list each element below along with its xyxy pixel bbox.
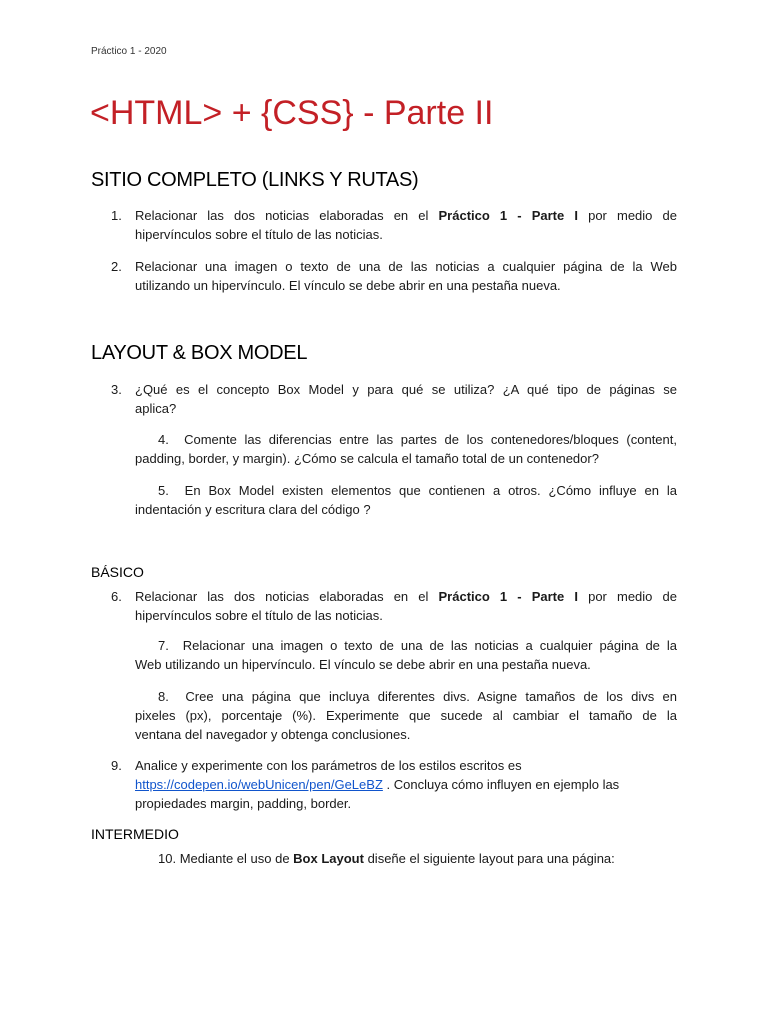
text-segment: En Box Model existen elementos que contienen a otros. ¿Cómo influye en la: [184, 483, 677, 498]
list-item-line: ¿Qué es el concepto Box Model y para qué se utiliza? ¿A qué tipo de páginas se: [135, 382, 677, 397]
section-heading-basico: BÁSICO: [91, 564, 144, 580]
list-item-number: 3.: [111, 382, 122, 397]
list-item-line: aplica?: [135, 401, 177, 416]
bold-reference: Práctico 1 - Parte I: [438, 208, 578, 223]
codepen-link[interactable]: https://codepen.io/webUnicen/pen/GeLeBZ: [135, 777, 383, 792]
text-segment: Relacionar las dos noticias elaboradas en el: [135, 208, 439, 223]
list-item-line: utilizando un hipervínculo. El vínculo se debe abrir en una pestaña nueva.: [135, 278, 561, 293]
list-item-6: [111, 587, 677, 625]
list-item-7: [135, 636, 677, 674]
text-segment: . Concluya cómo influyen en ejemplo las: [382, 777, 620, 792]
list-item-line: pixeles (px), porcentaje (%). Experimente que sucede al cambiar el tamaño de la: [135, 708, 677, 723]
text-segment: por medio de: [577, 589, 677, 604]
list-item-line: [135, 849, 677, 868]
list-item-10: [135, 849, 677, 868]
section-heading-sitio: SITIO COMPLETO (LINKS Y RUTAS): [91, 169, 419, 191]
list-item-number: 9.: [111, 758, 122, 773]
list-item-line: [135, 775, 677, 794]
list-item-4: [135, 430, 677, 468]
list-item-number: 4.: [158, 432, 169, 447]
header-note: Práctico 1 - 2020: [91, 46, 167, 57]
list-item-line: propiedades margin, padding, border.: [135, 796, 352, 811]
list-item-line: padding, border, y margin). ¿Cómo se calcula el tamaño total de un contenedor?: [135, 451, 599, 466]
list-item-number: 2.: [111, 259, 122, 274]
list-item-1: [111, 206, 677, 244]
list-item-5: [135, 481, 677, 519]
list-item-line: [135, 587, 677, 606]
text-segment: por medio de: [577, 208, 677, 223]
list-item-line: hipervínculos sobre el título de las noticias.: [135, 608, 383, 623]
list-item-line: indentación y escritura clara del código ?: [135, 502, 371, 517]
bold-reference: Box Layout: [293, 851, 364, 866]
list-item-number: 8.: [158, 689, 169, 704]
list-item-2: [111, 257, 677, 295]
list-item-number: 7.: [158, 638, 169, 653]
list-item-line: Analice y experimente con los parámetros de los estilos escritos es: [135, 758, 522, 773]
section-heading-layout: LAYOUT & BOX MODEL: [91, 342, 308, 364]
list-item-line: [135, 481, 677, 500]
text-segment: Comente las diferencias entre las partes de los contenedores/bloques (content,: [184, 432, 677, 447]
text-segment: diseñe el siguiente layout para una página:: [363, 851, 615, 866]
page-title: <HTML> + {CSS} - Parte II: [90, 94, 494, 132]
text-segment: Mediante el uso de: [179, 851, 294, 866]
list-item-9: [111, 756, 677, 813]
list-item-number: 10.: [158, 851, 177, 866]
list-item-number: 5.: [158, 483, 169, 498]
list-item-line: [135, 206, 677, 225]
list-item-line: ventana del navegador y obtenga conclusiones.: [135, 727, 411, 742]
bold-reference: Práctico 1 - Parte I: [438, 589, 578, 604]
list-item-8: [135, 687, 677, 744]
list-item-number: 1.: [111, 208, 122, 223]
text-segment: Relacionar una imagen o texto de una de las noticias a cualquier página de la: [182, 638, 677, 653]
text-segment: Cree una página que incluya diferentes divs. Asigne tamaños de los divs en: [185, 689, 677, 704]
list-item-line: [135, 687, 677, 706]
list-item-line: Web utilizando un hipervínculo. El vínculo se debe abrir en una pestaña nueva.: [135, 657, 591, 672]
section-heading-intermedio: INTERMEDIO: [91, 826, 179, 842]
list-item-line: [135, 636, 677, 655]
list-item-number: 6.: [111, 589, 122, 604]
list-item-line: hipervínculos sobre el título de las noticias.: [135, 227, 383, 242]
text-segment: Relacionar las dos noticias elaboradas en el: [135, 589, 439, 604]
list-item-line: Relacionar una imagen o texto de una de las noticias a cualquier página de la Web: [135, 259, 677, 274]
list-item-3: [111, 380, 677, 418]
list-item-line: [135, 430, 677, 449]
